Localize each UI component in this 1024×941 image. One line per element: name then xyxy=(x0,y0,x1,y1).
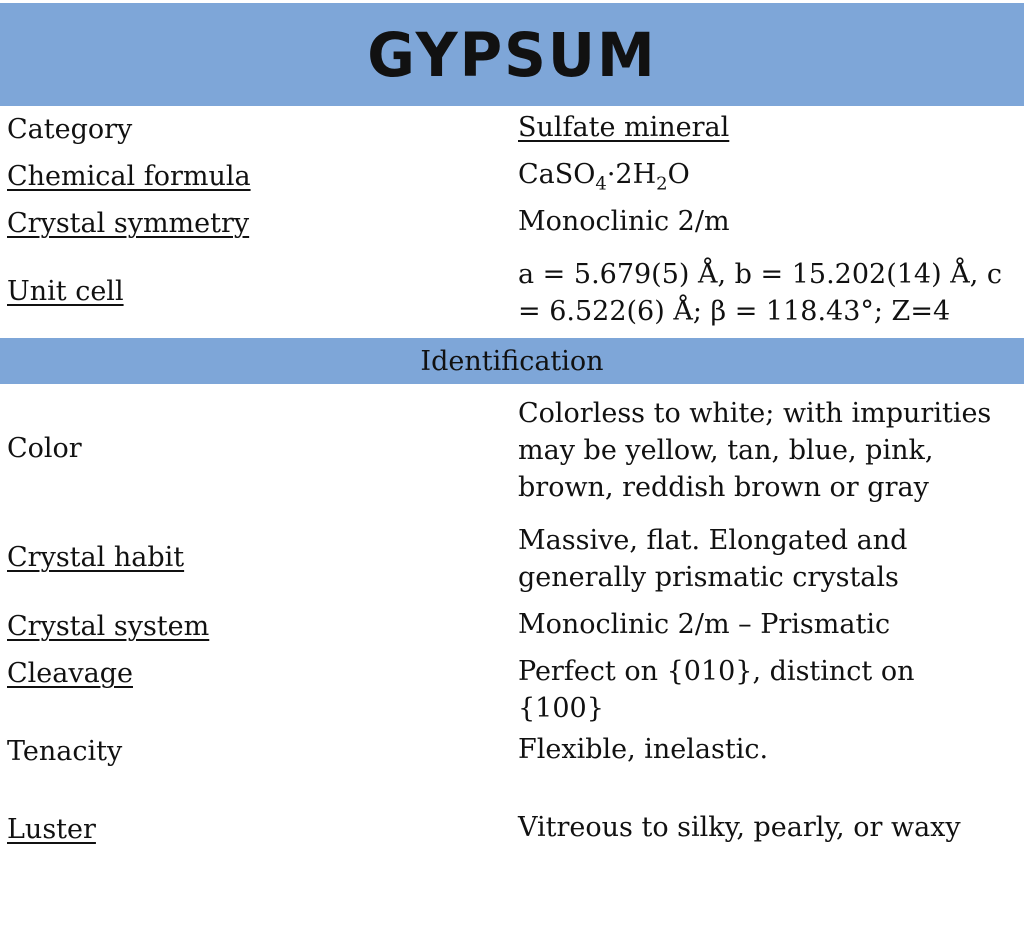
label-cleavage-link[interactable]: Cleavage xyxy=(7,658,133,689)
value-crystal-habit: Massive, flat. Elongated and generally prismatic crystals xyxy=(518,525,908,593)
label-color: Color xyxy=(7,433,82,464)
label-tenacity: Tenacity xyxy=(7,736,123,767)
formula-subscript: 2 xyxy=(656,173,668,195)
value-cleavage: Perfect on {010}, distinct on {100} xyxy=(518,656,915,724)
value-crystal-system: Monoclinic 2/m – Prismatic xyxy=(518,609,891,640)
row-cleavage xyxy=(0,656,1024,724)
label-category: Category xyxy=(7,114,133,145)
label-unit-cell-link[interactable]: Unit cell xyxy=(7,276,124,307)
value-category-link[interactable]: Sulfate mineral xyxy=(518,112,730,143)
row-tenacity xyxy=(0,736,1024,774)
row-color xyxy=(0,395,1024,510)
value-crystal-symmetry: Monoclinic 2/m xyxy=(518,206,730,237)
label-crystal-symmetry-link[interactable]: Crystal symmetry xyxy=(7,208,250,239)
row-crystal-habit xyxy=(0,522,1024,600)
value-luster: Vitreous to silky, pearly, or waxy xyxy=(518,812,961,843)
value-color: Colorless to white; with impurities may be yellow, tan, blue, pink, brown, reddish brown or gray xyxy=(518,398,992,503)
row-category xyxy=(0,114,1024,152)
label-chemical-formula-link[interactable]: Chemical formula xyxy=(7,161,251,192)
row-crystal-symmetry xyxy=(0,208,1024,246)
value-chemical-formula xyxy=(518,156,1008,193)
label-crystal-system-link[interactable]: Crystal system xyxy=(7,611,210,642)
formula-subscript: 4 xyxy=(595,173,607,195)
row-crystal-system xyxy=(0,611,1024,649)
row-luster xyxy=(0,814,1024,852)
row-chemical-formula xyxy=(0,161,1024,199)
row-unit-cell xyxy=(0,256,1024,334)
value-unit-cell: a = 5.679(5) Å, b = 15.202(14) Å, c = 6.522(6) Å; β = 118.43°; Z=4 xyxy=(518,259,1003,327)
section-title: Identification xyxy=(420,345,604,377)
value-tenacity: Flexible, inelastic. xyxy=(518,734,769,765)
label-luster-link[interactable]: Luster xyxy=(7,814,96,845)
formula-part: ·2H xyxy=(606,159,657,190)
formula-part: CaSO xyxy=(518,159,596,190)
formula-part: O xyxy=(667,159,690,190)
section-header-identification xyxy=(0,338,1024,384)
page-title: GYPSUM xyxy=(367,18,657,91)
title-banner xyxy=(0,3,1024,106)
label-crystal-habit-link[interactable]: Crystal habit xyxy=(7,542,185,573)
